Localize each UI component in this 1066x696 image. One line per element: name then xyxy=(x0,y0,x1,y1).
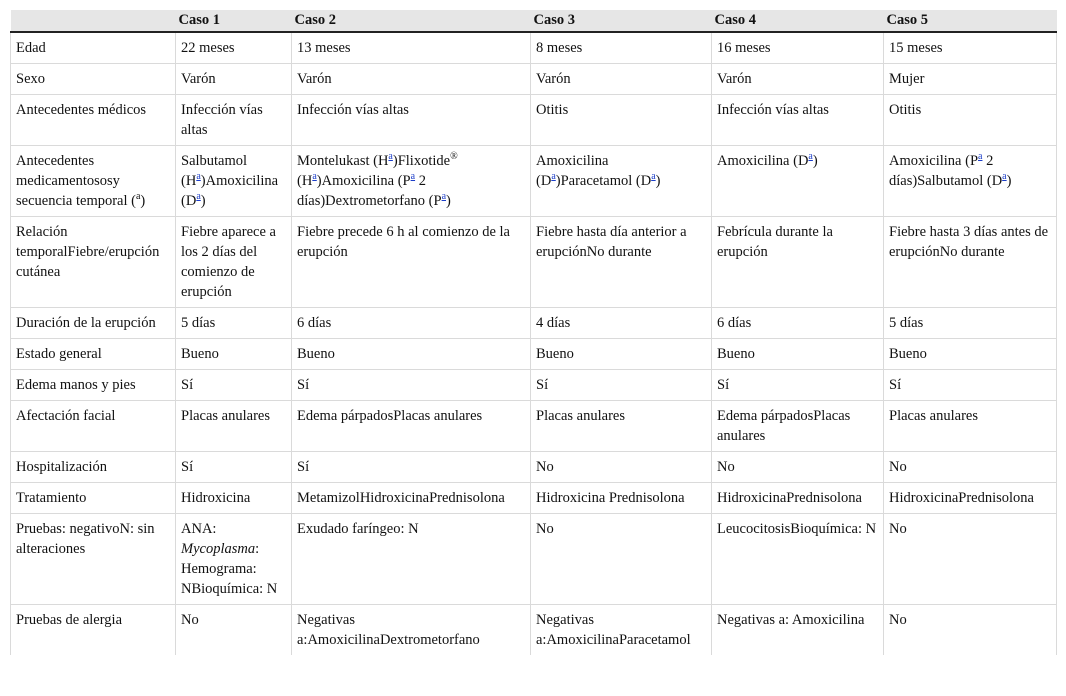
table-cell: Sí xyxy=(176,370,292,401)
table-cell: Fiebre aparece a los 2 días del comienzo de erupción xyxy=(176,217,292,308)
table-row xyxy=(11,32,1057,64)
table-cell: Infección vías altas xyxy=(176,95,292,146)
row-label: Duración de la erupción xyxy=(11,308,176,339)
table-row xyxy=(11,514,1057,605)
row-label: Sexo xyxy=(11,64,176,95)
table-row xyxy=(11,370,1057,401)
table-cell: Fiebre hasta 3 días antes de erupciónNo durante xyxy=(884,217,1057,308)
table-cell: 16 meses xyxy=(712,32,884,64)
table-cell: Varón xyxy=(531,64,712,95)
table-cell: Sí xyxy=(712,370,884,401)
table-cell: Amoxicilina $(D^a)$ xyxy=(712,146,884,217)
row-label: Edema manos y pies xyxy=(11,370,176,401)
table-cell: Negativas a:AmoxicilinaParacetamol xyxy=(531,605,712,656)
table-cell: Bueno xyxy=(884,339,1057,370)
table-cell: LeucocitosisBioquímica: N xyxy=(712,514,884,605)
table-header-row xyxy=(11,10,1057,32)
table-row xyxy=(11,217,1057,308)
table-cell: Edema párpadosPlacas anulares xyxy=(292,401,531,452)
table-cell: 5 días xyxy=(176,308,292,339)
footnote-link[interactable]: a xyxy=(388,151,393,163)
header-caso-1: Caso 1 xyxy=(176,10,292,32)
row-label: Estado general xyxy=(11,339,176,370)
table-cell: No xyxy=(884,605,1057,656)
table-cell: 8 meses xyxy=(531,32,712,64)
footnote-link[interactable]: a xyxy=(1002,171,1007,183)
table-cell: Exudado faríngeo: N xyxy=(292,514,531,605)
table-cell: Varón xyxy=(712,64,884,95)
table-cell: 4 días xyxy=(531,308,712,339)
table-row xyxy=(11,64,1057,95)
table-cell: No xyxy=(712,452,884,483)
table-cell: Infección vías altas xyxy=(712,95,884,146)
table-row xyxy=(11,339,1057,370)
table-cell: Infección vías altas xyxy=(292,95,531,146)
table-cell: Otitis xyxy=(884,95,1057,146)
table-cell: Hidroxicina xyxy=(176,483,292,514)
table-cell: 6 días xyxy=(292,308,531,339)
row-label: Antecedentes médicos xyxy=(11,95,176,146)
table-cell: Edema párpadosPlacas anulares xyxy=(712,401,884,452)
table-cell: No xyxy=(531,452,712,483)
footnote-link[interactable]: a xyxy=(551,171,556,183)
footnote-link[interactable]: a xyxy=(651,171,656,183)
header-caso-4: Caso 4 xyxy=(712,10,884,32)
table-cell: Salbutamol $(H^a)Amoxicilina$ $(D^a)$ xyxy=(176,146,292,217)
clinical-cases-table xyxy=(10,10,1057,655)
footnote-link[interactable]: a xyxy=(196,171,201,183)
table-row xyxy=(11,483,1057,514)
table-cell: HidroxicinaPrednisolona xyxy=(884,483,1057,514)
table-cell: 13 meses xyxy=(292,32,531,64)
table-cell: Placas anulares xyxy=(176,401,292,452)
table-cell: No xyxy=(884,452,1057,483)
table-cell: 5 días xyxy=(884,308,1057,339)
footnote-link[interactable]: a xyxy=(441,191,447,203)
table-cell: Mujer xyxy=(884,64,1057,95)
table-cell: 6 días xyxy=(712,308,884,339)
footnote-link[interactable]: a xyxy=(808,151,813,163)
table-cell: Amoxicilina $(D^a)Paracetamol$ $(D^a)$ xyxy=(531,146,712,217)
table-cell: Montelukast $(H^a)Flixotide®$ $(H^a)Amoxicilina$ ($P^a$ 2 días)Dextrometorfano $(P^a)$ xyxy=(292,146,531,217)
footnote-link[interactable]: a xyxy=(978,151,983,163)
header-caso-5: Caso 5 xyxy=(884,10,1057,32)
table-cell: Negativas a:AmoxicilinaDextrometorfano xyxy=(292,605,531,656)
table-row xyxy=(11,401,1057,452)
table-cell: Varón xyxy=(292,64,531,95)
table-cell: Bueno xyxy=(176,339,292,370)
table-cell: 15 meses xyxy=(884,32,1057,64)
table-cell: No xyxy=(531,514,712,605)
footnote-link[interactable]: a xyxy=(410,171,416,183)
table-row xyxy=(11,452,1057,483)
row-label: Hospitalización xyxy=(11,452,176,483)
row-label: Pruebas: negativoN: sin alteraciones xyxy=(11,514,176,605)
header-caso-2: Caso 2 xyxy=(292,10,531,32)
row-label: Tratamiento xyxy=(11,483,176,514)
table-cell: Fiebre hasta día anterior a erupciónNo durante xyxy=(531,217,712,308)
table-cell: Sí xyxy=(292,452,531,483)
table-cell: Bueno xyxy=(531,339,712,370)
table-cell: Sí xyxy=(292,370,531,401)
footnote-link[interactable]: a xyxy=(312,171,317,183)
table-row xyxy=(11,605,1057,656)
table-cell: Fiebre precede 6 h al comienzo de la erupción xyxy=(292,217,531,308)
row-label: Relación temporalFiebre/erupción cutánea xyxy=(11,217,176,308)
header-caso-3: Caso 3 xyxy=(531,10,712,32)
table-cell: Negativas a: Amoxicilina xyxy=(712,605,884,656)
table-cell: Bueno xyxy=(712,339,884,370)
table-cell: No xyxy=(884,514,1057,605)
footnote-link[interactable]: a xyxy=(196,191,201,203)
row-label: Antecedentes medicamentososy secuencia temporal ($^a$) xyxy=(11,146,176,217)
table-cell: HidroxicinaPrednisolona xyxy=(712,483,884,514)
row-label: Pruebas de alergia xyxy=(11,605,176,656)
row-label: Edad xyxy=(11,32,176,64)
table-row xyxy=(11,146,1057,217)
table-cell: MetamizolHidroxicinaPrednisolona xyxy=(292,483,531,514)
table-cell: Placas anulares xyxy=(531,401,712,452)
table-cell: No xyxy=(176,605,292,656)
table-cell: Sí xyxy=(176,452,292,483)
table-cell: Placas anulares xyxy=(884,401,1057,452)
row-label: Afectación facial xyxy=(11,401,176,452)
table-cell: Sí xyxy=(531,370,712,401)
table-cell: Amoxicilina ($P^a$ 2 días)Salbutamol $(D^a)$ xyxy=(884,146,1057,217)
table-cell: Varón xyxy=(176,64,292,95)
table-row xyxy=(11,95,1057,146)
table-cell: Hidroxicina Prednisolona xyxy=(531,483,712,514)
table-cell: 22 meses xyxy=(176,32,292,64)
header-cell xyxy=(11,10,176,32)
table-cell: Febrícula durante la erupción xyxy=(712,217,884,308)
table-cell: Sí xyxy=(884,370,1057,401)
footnote-ref: a xyxy=(135,191,141,203)
table-row xyxy=(11,308,1057,339)
table-cell: ANA: Mycoplasma: Hemograma: NBioquímica: N xyxy=(176,514,292,605)
table-cell: Bueno xyxy=(292,339,531,370)
table-cell: Otitis xyxy=(531,95,712,146)
